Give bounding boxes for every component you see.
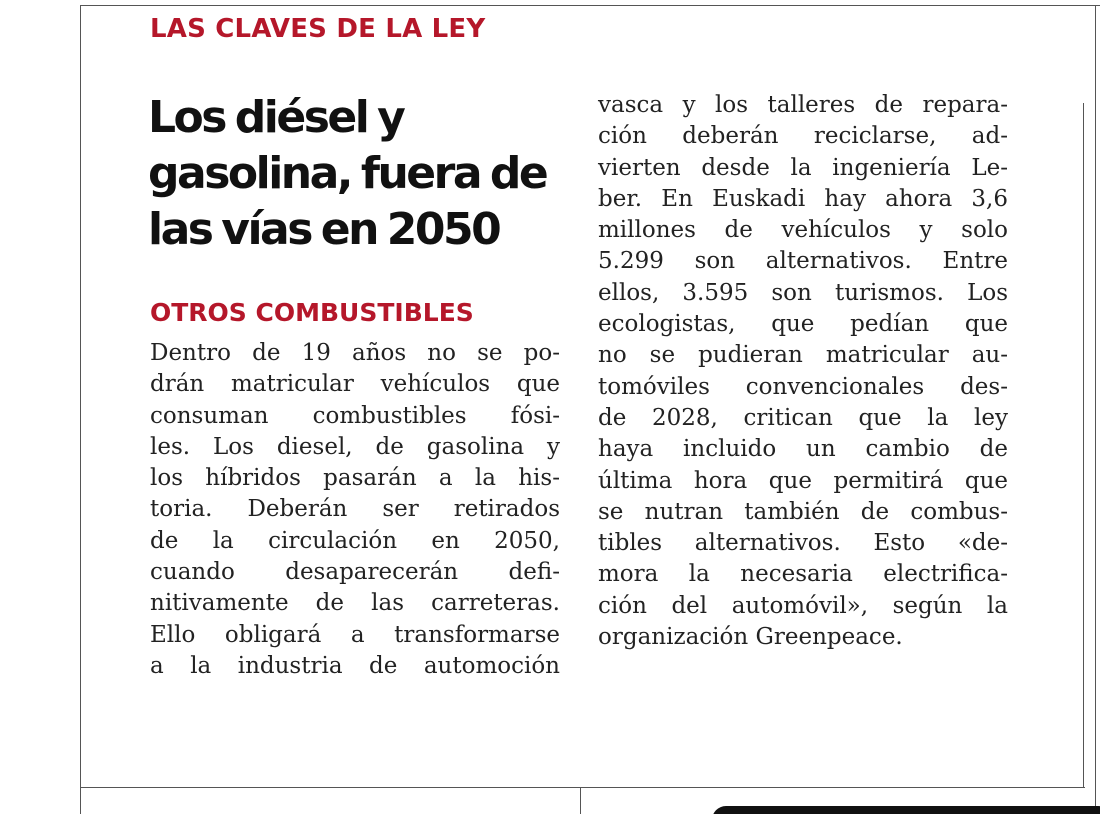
- body-line: les. Los diesel, de gasolina y: [150, 433, 560, 460]
- body-line: se nutran también de combus-: [598, 498, 1008, 525]
- body-line: cuando desaparecerán defi-: [150, 559, 560, 586]
- body-line: a la industria de automoción: [150, 652, 560, 679]
- body-line: consuman combustibles fósi-: [150, 402, 560, 429]
- body-line: ber. En Euskadi hay ahora 3,6: [598, 185, 1008, 212]
- headline-line: gasolina, fuera de: [148, 148, 547, 199]
- section-title: OTROS COMBUSTIBLES: [150, 298, 474, 327]
- column-divider-rule: [580, 787, 581, 814]
- body-line: ecologistas, que pedían que: [598, 311, 1008, 338]
- body-column-1: [150, 338, 560, 682]
- right-outer-rule: [1095, 5, 1096, 814]
- body-line: vasca y los talleres de repara-: [598, 92, 1008, 118]
- body-line: 5.299 son alternativos. Entre: [598, 248, 1008, 275]
- body-line: tomóviles convencionales des-: [598, 373, 1008, 400]
- body-line: Dentro de 19 años no se po-: [150, 340, 560, 366]
- body-line: vierten desde la ingeniería Le-: [598, 154, 1008, 181]
- article-headline: [148, 90, 568, 258]
- body-line: ción del automóvil», según la: [598, 592, 1008, 619]
- body-line: Ello obligará a transformarse: [150, 621, 560, 648]
- top-rule: [80, 5, 1100, 6]
- body-line: los híbridos pasarán a la his-: [150, 465, 560, 492]
- body-line: ción deberán reciclarse, ad-: [598, 123, 1008, 150]
- left-rule: [80, 5, 81, 814]
- headline-line: las vías en 2050: [148, 204, 500, 255]
- body-line: mora la necesaria electrifica-: [598, 561, 1008, 588]
- bottom-rule: [80, 787, 1085, 788]
- body-line: drán matricular vehículos que: [150, 371, 560, 398]
- body-line: millones de vehículos y solo: [598, 217, 1008, 244]
- body-line: toria. Deberán ser retirados: [150, 496, 560, 523]
- body-line: ellos, 3.595 son turismos. Los: [598, 279, 1008, 306]
- body-line: de 2028, critican que la ley: [598, 404, 1008, 431]
- right-inner-rule: [1083, 103, 1084, 787]
- body-line: tibles alternativos. Esto «de-: [598, 530, 1008, 557]
- headline-line: Los diésel y: [148, 92, 404, 143]
- body-line: no se pudieran matricular au-: [598, 342, 1008, 369]
- body-column-2: [598, 90, 1008, 653]
- body-line: última hora que permitirá que: [598, 467, 1008, 494]
- next-article-bar: [712, 806, 1100, 814]
- body-line: haya incluido un cambio de: [598, 436, 1008, 463]
- article-kicker: LAS CLAVES DE LA LEY: [150, 14, 486, 44]
- body-line: de la circulación en 2050,: [150, 527, 560, 554]
- body-line: nitivamente de las carreteras.: [150, 590, 560, 617]
- body-line: organización Greenpeace.: [598, 624, 903, 651]
